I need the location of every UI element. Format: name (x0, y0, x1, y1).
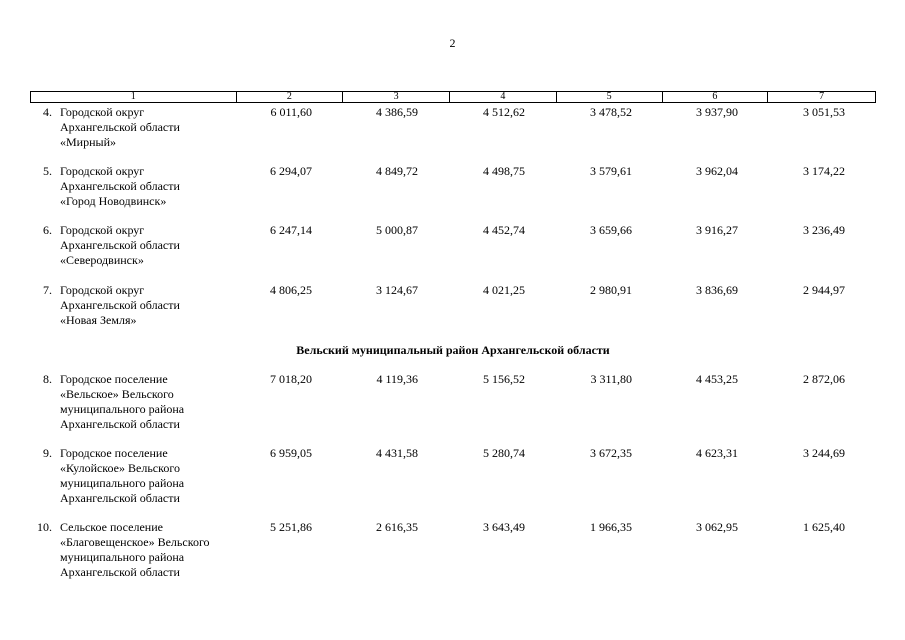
row-name-line: «Мирный» (60, 135, 116, 149)
row-name-line: Архангельской области (60, 120, 180, 134)
cell-value: 3 478,52 (590, 105, 632, 119)
row-name-line: Архангельской области (60, 491, 180, 505)
cell-value: 3 836,69 (696, 283, 738, 297)
cell-value: 6 011,60 (270, 105, 312, 119)
cell-value: 5 000,87 (376, 223, 418, 237)
row-name-line: «Северодвинск» (60, 253, 144, 267)
cell-value: 1 625,40 (803, 520, 845, 534)
column-header: 2 (237, 92, 344, 102)
column-header: 7 (819, 91, 825, 102)
cell-value: 3 174,22 (803, 164, 845, 178)
row-name-line: Архангельской области (60, 417, 180, 431)
cell-value: 3 311,80 (590, 372, 632, 386)
cell-value: 4 452,74 (483, 223, 525, 237)
cell-value: 4 119,36 (376, 372, 418, 386)
cell-value: 6 959,05 (270, 446, 312, 460)
page-number: 2 (449, 36, 456, 50)
cell-value: 4 498,75 (483, 164, 525, 178)
row-name (60, 446, 250, 506)
cell-value: 3 937,90 (696, 105, 738, 119)
cell-value: 4 512,62 (483, 105, 525, 119)
cell-value: 4 021,25 (483, 283, 525, 297)
row-name-line: «Кулойское» Вельского (60, 461, 180, 475)
row-number: 4. (43, 105, 52, 119)
cell-value: 4 806,25 (270, 283, 312, 297)
column-header: 1 (31, 92, 237, 102)
cell-value: 7 018,20 (270, 372, 312, 386)
row-name (60, 283, 250, 328)
cell-value: 5 251,86 (270, 520, 312, 534)
row-name-line: Сельское поселение (60, 520, 163, 534)
row-name-line: Архангельской области (60, 298, 180, 312)
row-name-line: «Благовещенское» Вельского (60, 535, 210, 549)
cell-value: 4 849,72 (376, 164, 418, 178)
cell-value: 3 962,04 (696, 164, 738, 178)
row-name-line: Городской округ (60, 105, 145, 119)
row-name-line: муниципального района (60, 476, 185, 490)
row-name (60, 520, 250, 580)
row-number: 6. (43, 223, 52, 237)
cell-value: 3 643,49 (483, 520, 525, 534)
cell-value: 1 966,35 (590, 520, 632, 534)
cell-value: 5 156,52 (483, 372, 525, 386)
row-number: 8. (43, 372, 52, 386)
cell-value: 3 062,95 (696, 520, 738, 534)
row-name-line: Архангельской области (60, 565, 180, 579)
column-header: 4 (450, 92, 557, 102)
section-heading: Вельский муниципальный район Архангельской области (296, 343, 610, 357)
cell-value: 3 579,61 (590, 164, 632, 178)
cell-value: 4 623,31 (696, 446, 738, 460)
row-name-line: «Город Новодвинск» (60, 194, 167, 208)
cell-value: 3 244,69 (803, 446, 845, 460)
row-name-line: Архангельской области (60, 238, 180, 252)
row-number: 5. (43, 164, 52, 178)
cell-value: 6 247,14 (270, 223, 312, 237)
row-name-line: Архангельской области (60, 179, 180, 193)
cell-value: 3 124,67 (376, 283, 418, 297)
cell-value: 3 051,53 (803, 105, 845, 119)
row-name-line: Городской округ (60, 223, 145, 237)
column-header: 5 (557, 92, 663, 102)
row-name-line: муниципального района (60, 550, 185, 564)
row-number: 9. (43, 446, 52, 460)
row-name-line: «Новая Земля» (60, 313, 137, 327)
row-name-line: «Вельское» Вельского (60, 387, 174, 401)
cell-value: 2 944,97 (803, 283, 845, 297)
cell-value: 2 616,35 (376, 520, 418, 534)
row-name (60, 223, 250, 268)
cell-value: 2 980,91 (590, 283, 632, 297)
column-header: 6 (663, 92, 769, 102)
row-name (60, 372, 250, 432)
table-column-header-row (30, 91, 876, 103)
cell-value: 3 916,27 (696, 223, 738, 237)
row-name (60, 105, 250, 150)
cell-value: 4 453,25 (696, 372, 738, 386)
row-name-line: Городской округ (60, 283, 145, 297)
column-header: 3 (343, 92, 450, 102)
cell-value: 5 280,74 (483, 446, 525, 460)
row-number: 7. (43, 283, 52, 297)
cell-value: 3 672,35 (590, 446, 632, 460)
row-name (60, 164, 250, 209)
row-name-line: Городское поселение (60, 446, 168, 460)
cell-value: 4 431,58 (376, 446, 418, 460)
cell-value: 2 872,06 (803, 372, 845, 386)
cell-value: 3 659,66 (590, 223, 632, 237)
cell-value: 3 236,49 (803, 223, 845, 237)
row-name-line: Городское поселение (60, 372, 168, 386)
row-number: 10. (37, 520, 52, 534)
cell-value: 4 386,59 (376, 105, 418, 119)
row-name-line: Городской округ (60, 164, 145, 178)
cell-value: 6 294,07 (270, 164, 312, 178)
row-name-line: муниципального района (60, 402, 185, 416)
